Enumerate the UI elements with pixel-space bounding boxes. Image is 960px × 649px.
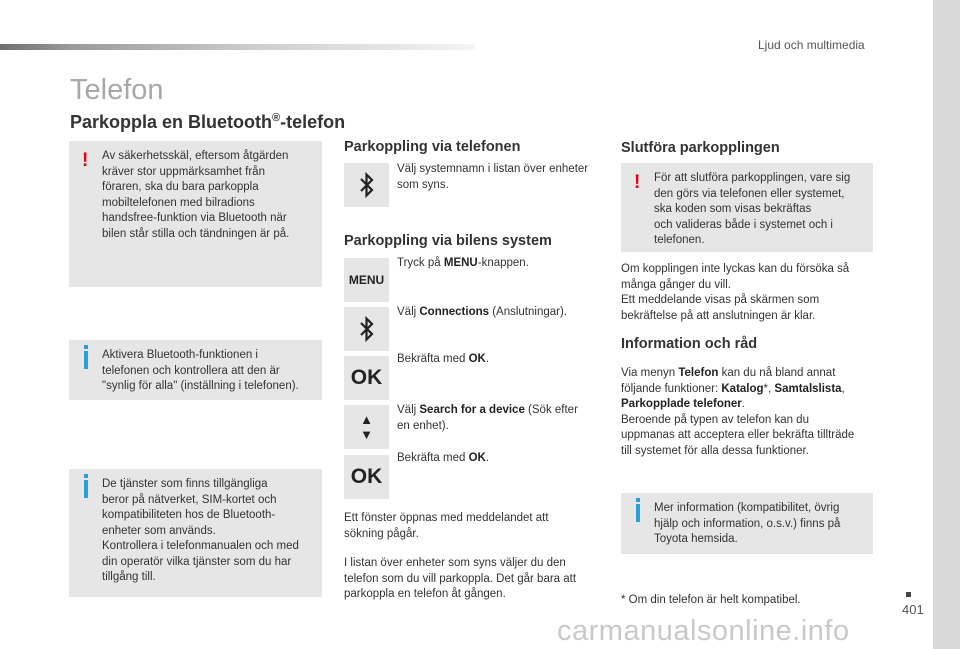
finish-warning-text: För att slutföra parkopplingen, vare sig den görs via telefonen eller systemet, ska koden som visas bekräftas och valideras både i systemet och i telefonen. (654, 172, 851, 246)
more-info-text: Mer information (kompatibilitet, övrig hjälp och information, o.s.v.) finns på Toyota hemsida. (654, 502, 841, 545)
page-title: Telefon (70, 74, 164, 106)
page-number: 401 (902, 602, 924, 617)
step-menu-pre: Tryck på (397, 257, 444, 269)
step-confirm-1-pre: Bekräfta med (397, 353, 469, 365)
step-connections (397, 305, 567, 321)
exclamation-icon: ! (634, 172, 641, 193)
info-b4: Parkopplade telefoner (621, 398, 742, 410)
info-icon (84, 351, 88, 369)
safety-warning-text: Av säkerhetsskäl, eftersom åtgärden kräver stor uppmärksamhet från föraren, ska du bara parkoppla mobiltelefonen med bilradions handsfree-funktion via Bluetooth när bilen står stilla och tändningen är på. (102, 150, 290, 240)
info-p2: kan du nå bland annat följande funktioner: (621, 367, 836, 395)
services-tip-box (69, 469, 322, 597)
finish-warning-box (621, 163, 873, 252)
safety-warning-box (69, 141, 322, 287)
step-search (397, 403, 578, 434)
step-confirm-2-pre: Bekräfta med (397, 452, 469, 464)
arrow-up-icon: ▲ (360, 412, 373, 427)
step-menu-post: -knappen. (477, 257, 529, 269)
main-heading-suffix: -telefon (280, 112, 346, 132)
info-p4: , (841, 382, 845, 395)
arrow-down-icon: ▼ (360, 427, 373, 442)
ok-button-icon: OK (344, 356, 389, 400)
info-b1: Telefon (678, 367, 719, 379)
via-phone-heading: Parkoppling via telefonen (344, 139, 521, 155)
info-text (621, 366, 854, 459)
step-menu-bold: MENU (443, 257, 478, 269)
step-search-bold: Search for a device (419, 404, 525, 416)
via-system-heading: Parkoppling via bilens system (344, 233, 552, 249)
registered-mark: ® (272, 112, 281, 124)
bluetooth-tip-box (69, 340, 322, 400)
bluetooth-button (344, 163, 389, 207)
step-confirm-2 (397, 451, 489, 467)
step-search-post: (Sök efter en enhet). (397, 404, 578, 432)
search-message-text: Ett fönster öppnas med meddelandet att sökning pågår. (344, 512, 549, 540)
info-b2: Katalog (721, 382, 764, 395)
info-p5: . Beroende på typen av telefon kan du uppmanas att acceptera eller bekräfta tillträde till systemet för alla dessa funktioner. (621, 398, 855, 457)
main-heading (70, 112, 345, 133)
step-connections-bold: Connections (419, 306, 490, 318)
exclamation-icon: ! (82, 150, 89, 171)
step-connections-pre: Välj (397, 306, 420, 318)
info-icon (636, 504, 640, 522)
page-marker (906, 592, 911, 597)
arrow-buttons (344, 405, 389, 449)
page-edge-band (933, 0, 960, 649)
ok-button-icon: OK (344, 455, 389, 499)
step-confirm-2-bold: OK (468, 452, 486, 464)
finish-heading: Slutföra parkopplingen (621, 140, 780, 156)
step-confirm-1-post: . (485, 353, 490, 365)
step-confirm-1 (397, 352, 489, 368)
step-confirm-1-bold: OK (468, 353, 486, 365)
bluetooth-icon (359, 171, 375, 199)
footnote: * Om din telefon är helt kompatibel. (621, 594, 801, 606)
step-menu (397, 256, 529, 272)
info-b3: Samtalslista (774, 382, 842, 395)
finish-text: Om kopplingen inte lyckas kan du försöka så många gånger du vill. Ett meddelande visas på skärmen som bekräftelse på att anslutningen är klar. (621, 263, 850, 322)
step-confirm-2-post: . (485, 452, 490, 464)
header-gradient-bar (0, 44, 475, 50)
info-icon (84, 480, 88, 498)
services-tip-text: De tjänster som finns tillgängliga beror på nätverket, SIM-kortet och kompatibiliteten hos de Bluetooth- enheter som används. Kontrollera i telefonmanualen och med din operatör vilka tjänster som du har tillgång till. (102, 478, 299, 583)
bluetooth-button (344, 307, 389, 351)
via-phone-text: Välj systemnamn i listan över enheter som syns. (397, 163, 589, 191)
bluetooth-tip-text: Aktivera Bluetooth-funktionen i telefonen och kontrollera att den är "synlig för alla" (inställning i telefonen). (102, 349, 299, 392)
main-heading-text: Parkoppla en Bluetooth (70, 112, 273, 132)
more-info-box (621, 493, 873, 554)
step-connections-post: (Anslutningar). (489, 306, 567, 318)
info-heading: Information och råd (621, 336, 758, 352)
info-p3: *, (763, 382, 775, 395)
info-p1: Via menyn (621, 367, 679, 379)
watermark: carmanualsonline.info (557, 615, 850, 647)
step-search-pre: Välj (397, 404, 420, 416)
bluetooth-icon (359, 315, 375, 343)
select-phone-text: I listan över enheter som syns väljer du den telefon som du vill parkoppla. Det går bara att parkoppla en telefon åt gången. (344, 557, 577, 600)
section-title: Ljud och multimedia (758, 38, 865, 52)
menu-button-icon: MENU (344, 258, 389, 302)
